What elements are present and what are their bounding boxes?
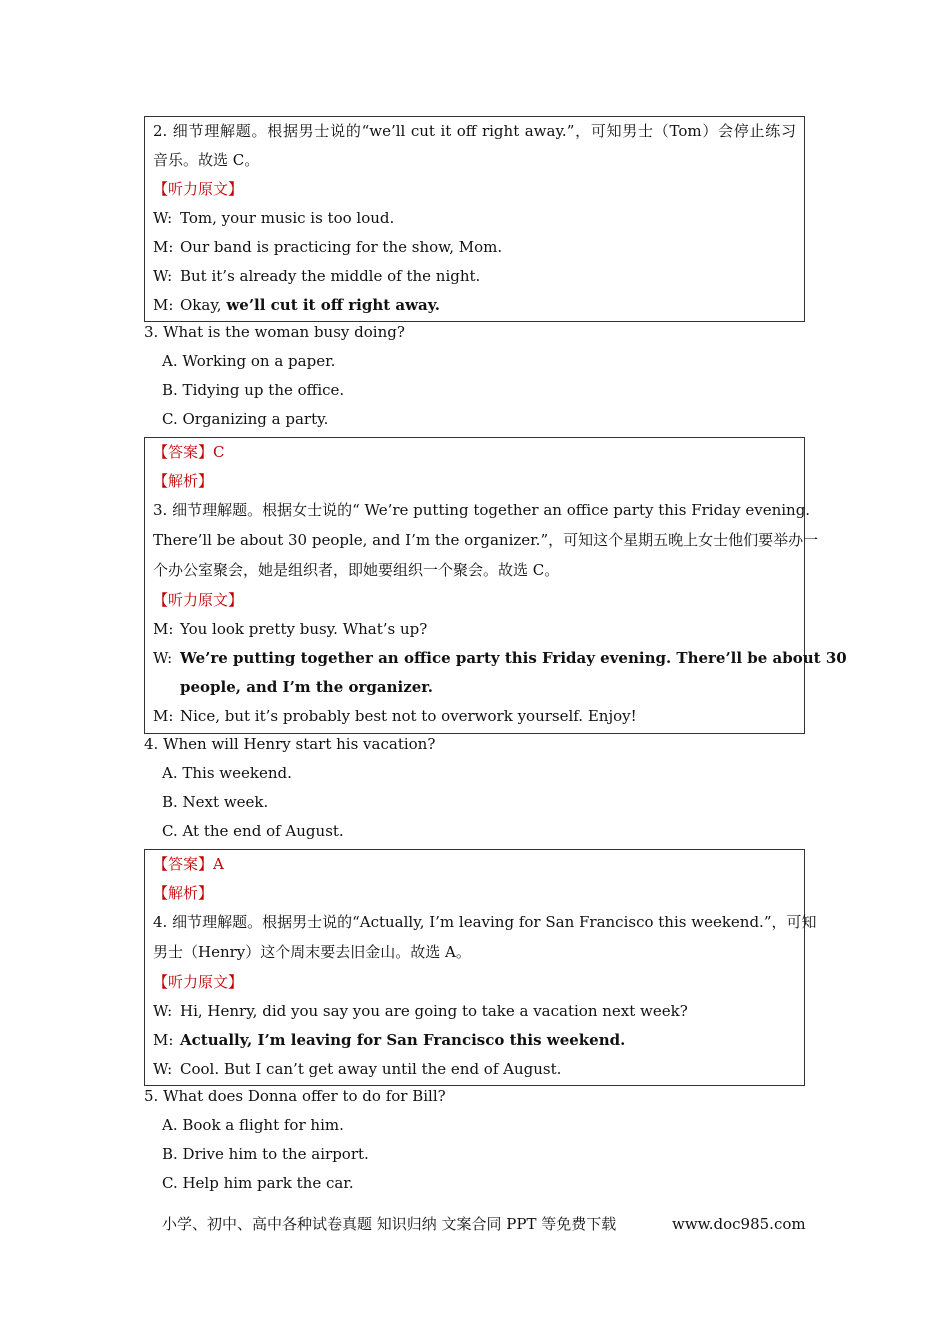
transcript-label: 【听力原文】 <box>153 973 244 991</box>
dialogue-text: But it’s already the middle of the night. <box>180 267 481 285</box>
page-footer <box>162 1210 806 1239</box>
dialogue-line <box>153 702 796 731</box>
transcript-label: 【听力原文】 <box>153 591 244 609</box>
answer-line <box>153 438 796 467</box>
key-sentence: Actually, I’m leaving for San Francisco this weekend. <box>180 1031 626 1049</box>
answer-value: C <box>213 443 225 461</box>
speaker-label: M: <box>153 620 174 638</box>
option-b: B. Tidying up the office. <box>162 381 345 399</box>
dialogue-text: Okay, <box>180 296 227 314</box>
answer-label: 【答案】 <box>153 855 214 873</box>
speaker-label: W: <box>153 267 173 285</box>
speaker-label: M: <box>153 238 174 256</box>
key-sentence: people, and I’m the organizer. <box>180 678 434 696</box>
dialogue-text: Our band is practicing for the show, Mom. <box>180 238 503 256</box>
dialogue-line <box>153 997 796 1026</box>
dialogue-line <box>153 204 796 233</box>
answer-value: A <box>213 855 224 873</box>
key-sentence: We’re putting together an office party this Friday evening. There’ll be about 30 <box>180 649 847 667</box>
analysis-label: 【解析】 <box>153 884 214 902</box>
option-a: A. This weekend. <box>162 764 292 782</box>
dialogue-line <box>153 262 796 291</box>
footer-url[interactable]: www.doc985.com <box>672 1215 806 1233</box>
question-3: 3. What is the woman busy doing? <box>144 323 405 341</box>
dialogue-line <box>153 615 796 644</box>
answer-label: 【答案】 <box>153 443 214 461</box>
dialogue-text: You look pretty busy. What’s up? <box>180 620 428 638</box>
dialogue-line <box>153 1055 796 1084</box>
analysis-line: There’ll be about 30 people, and I’m the organizer.”，可知这个星期五晚上女士他们要举办一 <box>153 531 819 549</box>
analysis-line: 4. 细节理解题。根据男士说的“Actually, I’m leaving for San Francisco this weekend.”，可知 <box>153 913 817 931</box>
question-5: 5. What does Donna offer to do for Bill? <box>144 1087 446 1105</box>
option-c: C. Help him park the car. <box>162 1174 354 1192</box>
answer-box-q3 <box>144 437 847 734</box>
analysis-line: 2. 细节理解题。根据男士说的“we’ll cut it off right away.”，可知男士（Tom）会停止练习 <box>153 122 796 140</box>
analysis-line: 音乐。故选 C。 <box>153 151 260 169</box>
key-sentence: we’ll cut it off right away. <box>226 296 440 314</box>
analysis-line: 男士（Henry）这个周末要去旧金山。故选 A。 <box>153 943 471 961</box>
option-c: C. Organizing a party. <box>162 410 329 428</box>
answer-box-q4 <box>144 849 817 1086</box>
analysis-line: 个办公室聚会，她是组织者，即她要组织一个聚会。故选 C。 <box>153 561 560 579</box>
question-4: 4. When will Henry start his vacation? <box>144 735 436 753</box>
option-c: C. At the end of August. <box>162 822 344 840</box>
dialogue-text: Hi, Henry, did you say you are going to take a vacation next week? <box>180 1002 688 1020</box>
dialogue-text: Cool. But I can’t get away until the end of August. <box>180 1060 562 1078</box>
dialogue-line <box>153 291 796 320</box>
option-b: B. Drive him to the airport. <box>162 1145 369 1163</box>
speaker-label: M: <box>153 707 174 725</box>
speaker-label: W: <box>153 1002 173 1020</box>
speaker-label: W: <box>153 649 173 667</box>
option-a: A. Working on a paper. <box>162 352 336 370</box>
option-b: B. Next week. <box>162 793 269 811</box>
analysis-label: 【解析】 <box>153 472 214 490</box>
dialogue-text: Nice, but it’s probably best not to overwork yourself. Enjoy! <box>180 707 637 725</box>
analysis-line: 3. 细节理解题。根据女士说的“ We’re putting together an office party this Friday evening. <box>153 501 811 519</box>
dialogue-line <box>153 233 796 262</box>
answer-line <box>153 850 796 879</box>
footer-text: 小学、初中、高中各种试卷真题 知识归纳 文案合同 PPT 等免费下载 <box>162 1215 617 1233</box>
speaker-label: W: <box>153 209 173 227</box>
transcript-label: 【听力原文】 <box>153 180 244 198</box>
dialogue-text: Tom, your music is too loud. <box>180 209 395 227</box>
dialogue-line <box>153 1026 796 1055</box>
speaker-label: M: <box>153 1031 174 1049</box>
speaker-label: M: <box>153 296 174 314</box>
answer-box-q2 <box>144 116 805 322</box>
speaker-label: W: <box>153 1060 173 1078</box>
option-a: A. Book a flight for him. <box>162 1116 344 1134</box>
